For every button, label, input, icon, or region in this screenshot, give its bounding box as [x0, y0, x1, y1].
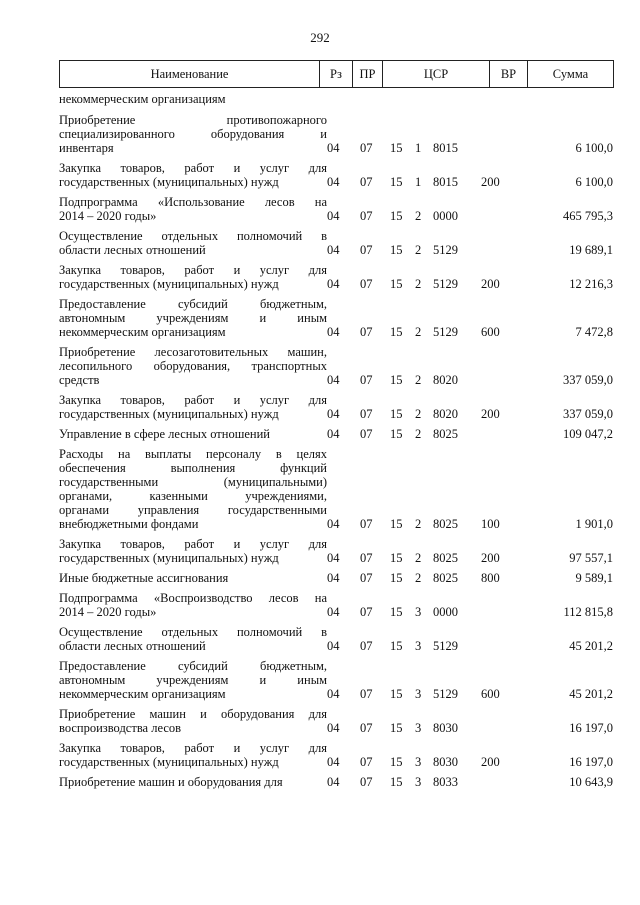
- row-vr: 100: [481, 517, 500, 531]
- row-name-line: области лесных отношений: [59, 243, 206, 257]
- row-vr: 600: [481, 325, 500, 339]
- row-csr-program: 15: [390, 243, 403, 257]
- row-csr-subprogram: 2: [415, 427, 422, 441]
- row-csr-subprogram: 2: [415, 209, 422, 223]
- row-name: [59, 591, 327, 619]
- row-sum: 9 589,1: [575, 571, 613, 585]
- row-csr-code: 8020: [433, 373, 458, 387]
- row-pr: 07: [360, 721, 373, 735]
- row-vr: [481, 141, 523, 155]
- row-csr-code: 8025: [433, 517, 458, 531]
- row-csr-code: 8030: [433, 721, 458, 735]
- row-name-line: области лесных отношений: [59, 639, 206, 653]
- row-name-line: Осуществление отдельных полномочий в: [59, 625, 327, 639]
- row-vr: 200: [481, 551, 500, 565]
- row-sum: 10 643,9: [569, 775, 613, 789]
- row-csr-code: 5129: [433, 243, 458, 257]
- row-pr: 07: [360, 755, 373, 769]
- row-name: [59, 393, 327, 421]
- row-name-line: государственных (муниципальных) нужд: [59, 407, 279, 421]
- row-name-line: государственных (муниципальных) нужд: [59, 175, 279, 189]
- table-row: [59, 571, 614, 585]
- row-name-line: Расходы на выплаты персоналу в целях: [59, 447, 327, 461]
- row-csr-program: 15: [390, 517, 403, 531]
- row-name: [59, 161, 327, 189]
- row-pr: 07: [360, 427, 373, 441]
- row-csr-program: 15: [390, 277, 403, 291]
- row-pr: 07: [360, 551, 373, 565]
- row-pr: 07: [360, 605, 373, 619]
- row-rz: 04: [327, 775, 340, 789]
- row-name: [59, 345, 327, 387]
- row-vr: [481, 209, 523, 223]
- row-csr-code: 0000: [433, 605, 458, 619]
- row-codes: [327, 373, 613, 387]
- page-number: 292: [310, 30, 330, 45]
- row-codes: [327, 755, 613, 769]
- row-sum: 1 901,0: [575, 517, 613, 531]
- row-name-line: Подпрограмма «Воспроизводство лесов на: [59, 591, 327, 605]
- table-row: [59, 229, 614, 257]
- row-vr: 200: [481, 277, 500, 291]
- row-name: [59, 229, 327, 257]
- table-row: [59, 775, 614, 789]
- row-vr: [481, 639, 523, 653]
- row-csr-subprogram: 2: [415, 373, 422, 387]
- table-row: [59, 537, 614, 565]
- row-csr-code: 8015: [433, 175, 458, 189]
- row-csr-program: 15: [390, 175, 403, 189]
- row-csr-subprogram: 1: [415, 175, 422, 189]
- row-name-line: воспроизводства лесов: [59, 721, 182, 735]
- row-csr-code: 8020: [433, 407, 458, 421]
- row-rz: 04: [327, 571, 340, 585]
- row-rz: 04: [327, 427, 340, 441]
- row-name-line: Закупка товаров, работ и услуг для: [59, 161, 327, 175]
- row-csr-subprogram: 2: [415, 571, 422, 585]
- row-csr-subprogram: 2: [415, 277, 422, 291]
- row-name-line: Закупка товаров, работ и услуг для: [59, 393, 327, 407]
- row-csr-code: 5129: [433, 639, 458, 653]
- row-codes: [327, 407, 613, 421]
- row-codes: [327, 517, 613, 531]
- row-name-line: автономным учреждениям и иным: [59, 311, 327, 325]
- row-csr-code: 8033: [433, 775, 458, 789]
- row-vr: [481, 243, 523, 257]
- row-csr-subprogram: 3: [415, 639, 422, 653]
- row-sum: 19 689,1: [569, 243, 613, 257]
- row-rz: 04: [327, 517, 340, 531]
- row-name-line: 2014 – 2020 годы»: [59, 605, 157, 619]
- row-sum: 12 216,3: [569, 277, 613, 291]
- row-sum: 6 100,0: [575, 141, 613, 155]
- row-rz: 04: [327, 209, 340, 223]
- row-vr: 200: [481, 407, 500, 421]
- row-name-line: Приобретение машин и оборудования для: [59, 775, 283, 789]
- row-vr: [481, 427, 523, 441]
- row-name-line: государственными (муниципальными): [59, 475, 327, 489]
- row-vr: 600: [481, 687, 500, 701]
- row-name: [59, 707, 327, 735]
- row-name: [59, 263, 327, 291]
- table-row: [59, 393, 614, 421]
- row-pr: 07: [360, 775, 373, 789]
- table-row: [59, 427, 614, 441]
- row-codes: [327, 551, 613, 565]
- row-codes: [327, 605, 613, 619]
- row-csr-subprogram: 3: [415, 775, 422, 789]
- row-sum: 7 472,8: [575, 325, 613, 339]
- row-rz: 04: [327, 755, 340, 769]
- header-name: Наименование: [60, 61, 320, 87]
- row-name-line: Приобретение противопожарного: [59, 113, 327, 127]
- row-csr-program: 15: [390, 605, 403, 619]
- row-name-line: лесопильного оборудования, транспортных: [59, 359, 327, 373]
- row-csr-code: 8030: [433, 755, 458, 769]
- row-sum: 109 047,2: [563, 427, 613, 441]
- row-codes: [327, 243, 613, 257]
- row-name-line: Закупка товаров, работ и услуг для: [59, 263, 327, 277]
- row-pr: 07: [360, 209, 373, 223]
- row-csr-program: 15: [390, 687, 403, 701]
- row-pr: 07: [360, 141, 373, 155]
- row-name-line: государственных (муниципальных) нужд: [59, 551, 279, 565]
- row-sum: 97 557,1: [569, 551, 613, 565]
- row-csr-program: 15: [390, 639, 403, 653]
- row-rz: 04: [327, 605, 340, 619]
- row-pr: 07: [360, 373, 373, 387]
- row-sum: 465 795,3: [563, 209, 613, 223]
- row-codes: [327, 721, 613, 735]
- row-rz: 04: [327, 639, 340, 653]
- row-csr-code: 5129: [433, 325, 458, 339]
- row-csr-program: 15: [390, 141, 403, 155]
- row-vr: [481, 373, 523, 387]
- row-csr-program: 15: [390, 775, 403, 789]
- table-row: [59, 263, 614, 291]
- row-codes: [327, 325, 613, 339]
- row-name-line: Осуществление отдельных полномочий в: [59, 229, 327, 243]
- row-vr: 200: [481, 755, 500, 769]
- row-pr: 07: [360, 687, 373, 701]
- row-csr-subprogram: 3: [415, 687, 422, 701]
- row-vr: [481, 775, 523, 789]
- row-name-line: Управление в сфере лесных отношений: [59, 427, 270, 441]
- row-name: [59, 297, 327, 339]
- row-rz: 04: [327, 243, 340, 257]
- row-csr-subprogram: 2: [415, 551, 422, 565]
- row-name-line: Приобретение лесозаготовительных машин,: [59, 345, 327, 359]
- row-csr-subprogram: 3: [415, 721, 422, 735]
- header-sum: Сумма: [552, 66, 589, 81]
- row-pr: 07: [360, 639, 373, 653]
- row-rz: 04: [327, 551, 340, 565]
- row-name-line: органами управления государственными: [59, 503, 327, 517]
- row-name-line: Приобретение машин и оборудования для: [59, 707, 327, 721]
- row-name: [59, 195, 327, 223]
- row-csr-program: 15: [390, 325, 403, 339]
- row-pr: 07: [360, 243, 373, 257]
- row-csr-program: 15: [390, 721, 403, 735]
- row-name: [59, 537, 327, 565]
- header-pr: ПР: [353, 61, 383, 87]
- row-codes: [327, 687, 613, 701]
- row-vr: 800: [481, 571, 500, 585]
- table-body: [59, 113, 614, 789]
- row-csr-code: 8015: [433, 141, 458, 155]
- row-name-line: специализированного оборудования и: [59, 127, 327, 141]
- row-codes: [327, 639, 613, 653]
- row-sum: 337 059,0: [563, 407, 613, 421]
- row-csr-program: 15: [390, 427, 403, 441]
- continuation-line: некоммерческим организациям: [59, 92, 226, 106]
- header-vr: ВР: [490, 61, 528, 87]
- row-sum: 45 201,2: [569, 687, 613, 701]
- row-csr-subprogram: 2: [415, 325, 422, 339]
- row-rz: 04: [327, 407, 340, 421]
- row-name-line: государственных (муниципальных) нужд: [59, 277, 279, 291]
- row-rz: 04: [327, 325, 340, 339]
- row-name: [59, 113, 327, 155]
- row-csr-code: 0000: [433, 209, 458, 223]
- row-csr-program: 15: [390, 551, 403, 565]
- table-row: [59, 707, 614, 735]
- table-row: [59, 447, 614, 531]
- row-csr-program: 15: [390, 407, 403, 421]
- row-name: [59, 571, 327, 585]
- row-csr-subprogram: 2: [415, 243, 422, 257]
- row-name-line: внебюджетными фондами: [59, 517, 199, 531]
- row-sum: 16 197,0: [569, 721, 613, 735]
- row-codes: [327, 141, 613, 155]
- budget-table: [59, 60, 614, 789]
- row-codes: [327, 175, 613, 189]
- row-csr-code: 8025: [433, 571, 458, 585]
- row-csr-code: 5129: [433, 277, 458, 291]
- row-rz: 04: [327, 373, 340, 387]
- row-csr-code: 8025: [433, 427, 458, 441]
- row-csr-subprogram: 3: [415, 755, 422, 769]
- row-name-line: Предоставление субсидий бюджетным,: [59, 659, 327, 673]
- row-pr: 07: [360, 517, 373, 531]
- row-name: [59, 775, 327, 789]
- header-rz: Рз: [320, 61, 353, 87]
- row-pr: 07: [360, 277, 373, 291]
- row-csr-program: 15: [390, 755, 403, 769]
- row-name-line: Закупка товаров, работ и услуг для: [59, 537, 327, 551]
- table-row: [59, 113, 614, 155]
- row-name-line: автономным учреждениям и иным: [59, 673, 327, 687]
- row-name: [59, 625, 327, 653]
- table-row: [59, 345, 614, 387]
- row-csr-subprogram: 1: [415, 141, 422, 155]
- row-name-line: некоммерческим организациям: [59, 687, 226, 701]
- row-csr-subprogram: 2: [415, 517, 422, 531]
- row-name-line: обеспечения выполнения функций: [59, 461, 327, 475]
- row-csr-program: 15: [390, 373, 403, 387]
- table-row: [59, 625, 614, 653]
- row-name-line: 2014 – 2020 годы»: [59, 209, 157, 223]
- row-name-line: инвентаря: [59, 141, 114, 155]
- row-name-line: Закупка товаров, работ и услуг для: [59, 741, 327, 755]
- row-rz: 04: [327, 175, 340, 189]
- table-row: [59, 161, 614, 189]
- row-name-line: государственных (муниципальных) нужд: [59, 755, 279, 769]
- row-csr-subprogram: 2: [415, 407, 422, 421]
- row-csr-code: 5129: [433, 687, 458, 701]
- row-sum: 337 059,0: [563, 373, 613, 387]
- table-row: [59, 659, 614, 701]
- row-rz: 04: [327, 277, 340, 291]
- row-pr: 07: [360, 325, 373, 339]
- row-name-line: Подпрограмма «Использование лесов на: [59, 195, 327, 209]
- row-name: [59, 659, 327, 701]
- row-codes: [327, 427, 613, 441]
- table-header: [59, 60, 614, 88]
- row-vr: 200: [481, 175, 500, 189]
- row-name-line: Иные бюджетные ассигнования: [59, 571, 229, 585]
- row-rz: 04: [327, 687, 340, 701]
- row-csr-program: 15: [390, 209, 403, 223]
- table-row: [59, 741, 614, 769]
- row-name-line: средств: [59, 373, 100, 387]
- row-name-line: органами, казенными учреждениями,: [59, 489, 327, 503]
- row-pr: 07: [360, 175, 373, 189]
- row-sum: 112 815,8: [563, 605, 613, 619]
- row-rz: 04: [327, 141, 340, 155]
- row-csr-code: 8025: [433, 551, 458, 565]
- table-row: [59, 195, 614, 223]
- row-sum: 16 197,0: [569, 755, 613, 769]
- row-codes: [327, 277, 613, 291]
- table-row: [59, 297, 614, 339]
- row-sum: 45 201,2: [569, 639, 613, 653]
- row-name: [59, 741, 327, 769]
- row-name-line: Предоставление субсидий бюджетным,: [59, 297, 327, 311]
- row-name: [59, 427, 327, 441]
- row-pr: 07: [360, 571, 373, 585]
- row-codes: [327, 571, 613, 585]
- row-codes: [327, 775, 613, 789]
- row-vr: [481, 721, 523, 735]
- row-pr: 07: [360, 407, 373, 421]
- row-rz: 04: [327, 721, 340, 735]
- row-name: [59, 447, 327, 531]
- row-codes: [327, 209, 613, 223]
- table-row: [59, 591, 614, 619]
- row-vr: [481, 605, 523, 619]
- row-name-line: некоммерческим организациям: [59, 325, 226, 339]
- row-csr-program: 15: [390, 571, 403, 585]
- header-csr: ЦСР: [383, 61, 490, 87]
- row-csr-subprogram: 3: [415, 605, 422, 619]
- row-sum: 6 100,0: [575, 175, 613, 189]
